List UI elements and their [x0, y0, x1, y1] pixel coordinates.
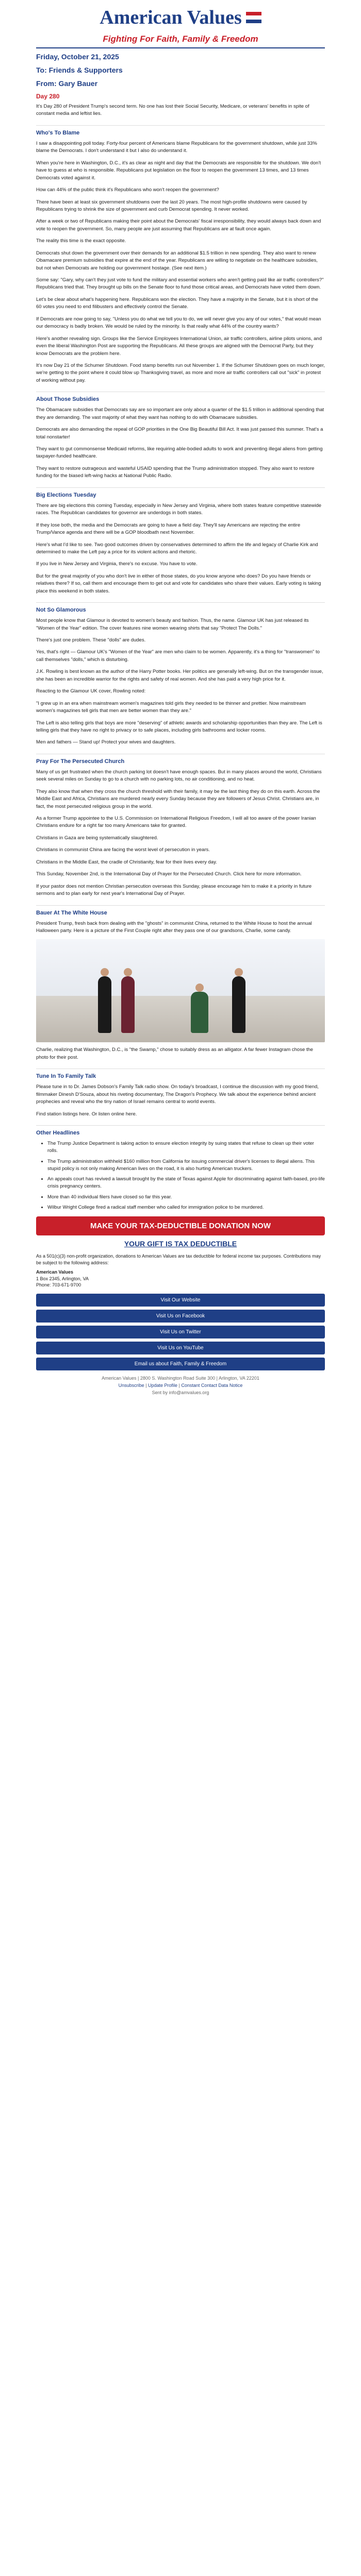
contact-phone: Phone: 703-671-9700: [36, 1282, 81, 1288]
header: [36, 0, 325, 48]
section-paragraph: "I grew up in an era when mainstream women's magazines told girls they needed to be thinner and prettier. Now mainstream women's magazines tell girls that men are better women than they are.": [36, 700, 306, 714]
section-heading: Pray For The Persecuted Church: [36, 754, 325, 765]
section-paragraph: Christians in communist China are facing the worst level of persecution in years.: [36, 847, 210, 853]
section-paragraph: I saw a disappointing poll today. Forty-four percent of Americans blame Republicans for the government shutdown, while just 33% blame the Democrats. I don't understand it but I also do understand it.: [36, 140, 317, 154]
section-paragraph: There are big elections this coming Tuesday, especially in New Jersey and Virginia, where both states feature competitive statewide races. The Republican candidates for governor are underdogs in both states.: [36, 502, 322, 516]
section-paragraph: If Democrats are now going to say, "Unless you do what we tell you to do, we will never give you any of our votes," that would mean our democracy is badly broken. We would be ruled by the minority. Is that really what 44% of the country wants?: [36, 316, 321, 330]
contact-address: 1 Box 2345, Arlington, VA: [36, 1276, 89, 1281]
update-profile-link[interactable]: Update Profile: [147, 1382, 177, 1388]
section-paragraph: They want to restore outrageous and wasteful USAID spending that the Trump administration stopped. They also want to restore funding for the biased left-wing hacks at National Public Radio.: [36, 465, 315, 479]
section-paragraph: But for the great majority of you who don't live in either of those states, do you know anyone who does? Do you have friends or relatives there? If so, call them and encourage them to get out and vote for candidates who share their values. Early voting is taking place this weekend in both states.: [36, 573, 321, 594]
section-paragraph: After a week or two of Republicans making their point about the Democrats' fiscal irresponsibility, they would always back down and vote to reopen the government. So, many people are just assuming that Republicans are at fault once again.: [36, 218, 321, 232]
social-link-email[interactable]: Email us about Faith, Family & Freedom: [36, 1358, 325, 1370]
contact-block: [36, 1253, 325, 1289]
social-link-website[interactable]: Visit Our Website: [36, 1294, 325, 1307]
section-paragraph: Christians in the Middle East, the cradle of Christianity, fear for their lives every day.: [36, 859, 217, 865]
contact-org: American Values: [36, 1269, 74, 1275]
footer: American Values | 2800 S. Washington Road Suite 300 | Arlington, VA 22201 Unsubscribe | Update Profile | Constant Contact Data Notice Sent by info@amvalues.org: [36, 1376, 325, 1395]
section-heading: Other Headlines: [36, 1125, 325, 1136]
section-paragraph: Democrats are also demanding the repeal of GOP priorities in the One Big Beautiful Bill Act. It was just passed this summer. That's a total nonstarter!: [36, 427, 323, 440]
intro-paragraph: It's Day 280 of President Trump's second term. No one has lost their Social Security, Medicare, or veterans' benefits in spite of constant media and leftist lies.: [36, 104, 309, 117]
divider: [36, 47, 325, 48]
section-paragraph: If your pastor does not mention Christian persecution overseas this Sunday, please encourage him to make it a priority in future sermons and to plan early for next year's International Day of Prayer.: [36, 883, 312, 897]
section-paragraph: They also know that when they cross the church threshold with their family, it may be the last thing they do on this earth. Across the Middle East and Africa, Christians are murdered nearly every Sunday because they are followers of Jesus Christ. Christians are, in fact, the most persecuted religious group in the world.: [36, 788, 320, 809]
social-links: [36, 1294, 325, 1370]
meta-block: [36, 53, 325, 88]
social-link-twitter[interactable]: Visit Us on Twitter: [36, 1326, 325, 1338]
section-paragraph: Let's be clear about what's happening here. Republicans won the election. They have a majority in the Senate, but it is short of the 60 votes you need to end filibusters and effectively control the Senate.: [36, 296, 318, 310]
headline-item[interactable]: • The Trump Justice Department is taking action to ensure election integrity by suing states that refuse to clean up their voter rolls.: [47, 1140, 325, 1155]
section-paragraph: Here's another revealing sign. Groups like the Service Employees International Union, air traffic controllers, airline pilots unions, and even the liberal Washington Post are supporting the Republicans. All these groups are aligned with the Democrat Party, but they know Democrats are the problem here.: [36, 335, 322, 357]
sections: [36, 125, 325, 1211]
donate-button[interactable]: MAKE YOUR TAX-DEDUCTIBLE DONATION NOW: [36, 1216, 325, 1235]
section-heading: About Those Subsidies: [36, 392, 325, 402]
section-paragraph: If you live in New Jersey and Virginia, there's no excuse. You have to vote.: [36, 561, 198, 567]
section-paragraph: J.K. Rowling is best known as the author of the Harry Potter books. Her politics are generally left-wing. But on the transgender issue, she has been an incredible warrior for the rights and safety of real women. And she has paid a very high price for it.: [36, 669, 323, 682]
tagline: Fighting For Faith, Family & Freedom: [103, 34, 258, 44]
headline-item[interactable]: • Wilbur Wright College fired a radical staff member who called for immigration police to be murdered.: [47, 1204, 325, 1211]
section-heading: Big Elections Tuesday: [36, 487, 325, 498]
day-counter: Day 280: [36, 93, 60, 100]
section-paragraph: Here's what I'd like to see. Two good outcomes driven by conservatives determined to affirm the life and legacy of Charlie Kirk and determined to make the Left pay a price for its violent actions and rhetoric.: [36, 541, 318, 555]
headline-item[interactable]: • The Trump administration withheld $160 million from California for issuing commercial driver's licenses to illegal aliens. This stupid policy is not only making American lives on the road, it is also hurting American truckers.: [47, 1158, 325, 1173]
section-paragraph: When you're here in Washington, D.C., it's as clear as night and day that the Democrats are responsible for the shutdown. We don't have to guess at who is responsible. Republicans put legislation on the floor to reopen the government 13 times, and 13 times Democrats voted against it.: [36, 160, 321, 181]
headline-list: [47, 1140, 325, 1211]
logo[interactable]: [36, 5, 325, 30]
headline-item[interactable]: • An appeals court has revived a lawsuit brought by the state of Texas against Apple for discriminating against faith-based, pro-life crisis pregnancy centers.: [47, 1176, 325, 1191]
flag-icon: [246, 12, 261, 23]
section-paragraph: Christians in Gaza are being systematically slaughtered.: [36, 835, 158, 841]
data-notice-link[interactable]: Constant Contact Data Notice: [181, 1382, 243, 1388]
section-paragraph: President Trump, fresh back from dealing with the "ghosts" in communist China, returned to the White House to host the annual Halloween party. Here is a picture of the First Couple right after they pass one of our grandsons, Charlie, some candy.: [36, 920, 312, 934]
social-link-youtube[interactable]: Visit Us on YouTube: [36, 1342, 325, 1354]
section-paragraph: The Left is also telling girls that boys are more "deserving" of athletic awards and scholarship opportunities than they are. The Left is telling girls that they have no right to privacy or to safe places, including girls bathrooms and locker rooms.: [36, 720, 322, 733]
unsubscribe-link[interactable]: Unsubscribe: [118, 1382, 144, 1388]
section-heading: Tune In To Family Talk: [36, 1069, 325, 1079]
section-paragraph: How can 44% of the public think it's Republicans who won't reopen the government?: [36, 187, 219, 193]
section-heading: Who's To Blame: [36, 125, 325, 136]
from-line: From: Gary Bauer: [36, 79, 98, 88]
white-house-photo: [36, 939, 325, 1042]
section-paragraph: This Sunday, November 2nd, is the International Day of Prayer for the Persecuted Church. Click here for more information.: [36, 871, 302, 877]
section-paragraph: It's now Day 21 of the Schumer Shutdown. Food stamp benefits run out November 1. If the Schumer Shutdown goes on much longer, we're getting to the point where it could blow up Thanksgiving travel, as more and more air traffic controllers call out "sick" in protest of working without pay.: [36, 362, 325, 383]
section-paragraph: Please tune in to Dr. James Dobson's Family Talk radio show. On today's broadcast, I continue the discussion with my good friend, filmmaker Dinesh D'Souza, about his riveting documentary, The Dragon's Prophecy. We talk about the experience behind ancient prophecies and reveal who the tiny nation of Israel remains central to world events.: [36, 1084, 319, 1105]
social-link-facebook[interactable]: Visit Us on Facebook: [36, 1310, 325, 1323]
section-paragraph: Most people know that Glamour is devoted to women's beauty and fashion. Thus, the name. Glamour UK has just released its "Women of the Year" edition. The cover features nine women wearing shirts that say "Protect The Dolls.": [36, 618, 309, 631]
section-paragraph: Find station listings here. Or listen online here.: [36, 1111, 137, 1117]
contact-description: As a 501(c)(3) non-profit organization, donations to American Values are tax deductible for federal income tax purposes. Contributions may be subject to the following address:: [36, 1253, 321, 1265]
section-heading: Not So Glamorous: [36, 602, 325, 613]
section-paragraph: The reality this time is the exact opposite.: [36, 238, 126, 244]
to-line: To: Friends & Supporters: [36, 66, 123, 74]
section-heading: Bauer At The White House: [36, 905, 325, 916]
section-paragraph: There's just one problem. These "dolls" are dudes.: [36, 637, 146, 643]
email-container: [36, 0, 325, 1395]
headline-item[interactable]: • More than 40 individual filers have closed so far this year.: [47, 1194, 325, 1201]
section-paragraph: Men and fathers — Stand up! Protect your wives and daughters.: [36, 739, 176, 745]
section-paragraph: The Obamacare subsidies that Democrats say are so important are only about a quarter of the $1.5 trillion in additional spending that they are demanding. The vast majority of what they want has nothing to do with Obamacare subsidies.: [36, 407, 324, 420]
tax-deductible-label: YOUR GIFT IS TAX DEDUCTIBLE: [124, 1240, 237, 1248]
sent-by: Sent by info@amvalues.org: [152, 1389, 209, 1395]
section-paragraph: Reacting to the Glamour UK cover, Rowling noted:: [36, 688, 146, 694]
section-paragraph: There have been at least six government shutdowns over the last 20 years. The most high-profile shutdowns were caused by Republicans trying to shrink the size of government and curb Democrat spending. It never worked.: [36, 199, 307, 212]
photo-caption: Charlie, realizing that Washington, D.C., is "the Swamp," chose to suitably dress as an alligator. A far fewer Instagram chose the photo for their post.: [36, 1047, 314, 1060]
section-paragraph: Yes, that's right — Glamour UK's "Women of the Year" are men who claim to be women. Apparently, it's a thing for "transwomen" to call themselves "dolls," which is disturbing.: [36, 649, 320, 663]
section-paragraph: Many of us get frustrated when the church parking lot doesn't have enough spaces. But in many places around the world, Christians seek several miles on Sunday to go to a church with no parking lots, no air conditioning, and no heat.: [36, 769, 322, 783]
tax-deductible-note: [36, 1240, 325, 1248]
section-paragraph: They want to gut commonsense Medicaid reforms, like requiring able-bodied adults to work and preventing illegal aliens from getting taxpayer-funded healthcare.: [36, 446, 323, 460]
section-paragraph: Democrats shut down the government over their demands for an additional $1.5 trillion in new spending. They also want to renew Obamacare premium subsidies that expire at the end of the year. Republicans are willing to negotiate on the healthcare subsidies, but not when Democrats are holding our government hostage. (See next item.): [36, 250, 318, 271]
footer-address: American Values | 2800 S. Washington Road Suite 300 | Arlington, VA 22201: [102, 1375, 259, 1381]
section-paragraph: If they lose both, the media and the Democrats are going to have a field day. They'll say Americans are rejecting the entire Trump/Vance agenda and there will be a GOP bloodbath next November.: [36, 522, 301, 536]
section-paragraph: As a former Trump appointee to the U.S. Commission on International Religious Freedom, I will all too aware of the power Iranian Christians endure for a right far too many Americans take for granted.: [36, 816, 316, 829]
section-paragraph: Some say: "Gary, why can't they just vote to fund the military and essential workers who aren't getting paid like air traffic controllers?" Republicans tried that. They brought up bills on the Senate floor to fund those critical areas, and Democrats have voted them down.: [36, 277, 324, 291]
date-line: Friday, October 21, 2025: [36, 53, 119, 61]
logo-text: American Values: [100, 7, 242, 28]
